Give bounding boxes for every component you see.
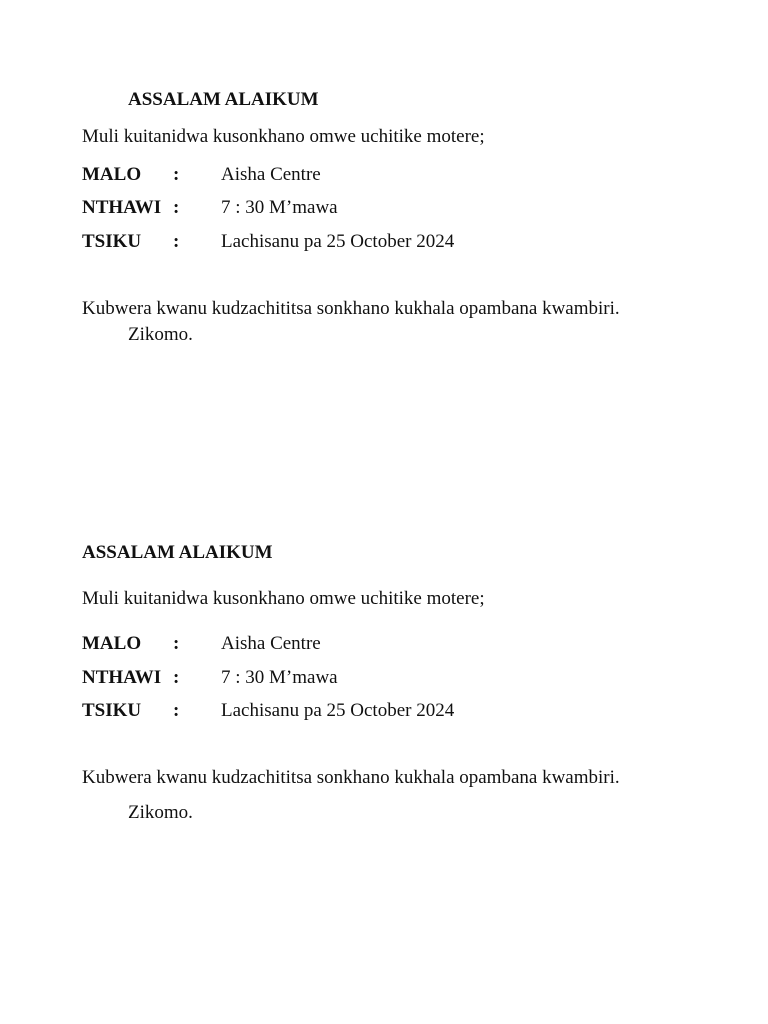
detail-label: TSIKU xyxy=(82,231,142,252)
detail-value: 7 : 30 M’mawa xyxy=(221,667,338,688)
closing-text: Kubwera kwanu kudzachititsa sonkhano kukhala opambana kwambiri. xyxy=(82,298,620,319)
detail-colon: : xyxy=(173,231,180,252)
intro-text: Muli kuitanidwa kusonkhano omwe uchitike motere; xyxy=(82,126,485,147)
detail-colon: : xyxy=(173,700,180,721)
closing-text: Kubwera kwanu kudzachititsa sonkhano kukhala opambana kwambiri. xyxy=(82,767,620,788)
detail-colon: : xyxy=(173,633,180,654)
thanks-text: Zikomo. xyxy=(128,802,193,823)
detail-colon: : xyxy=(173,197,180,218)
thanks-text: Zikomo. xyxy=(128,324,193,345)
detail-value: Lachisanu pa 25 October 2024 xyxy=(221,700,455,721)
detail-label: TSIKU xyxy=(82,700,142,721)
greeting-heading: ASSALAM ALAIKUM xyxy=(128,89,319,110)
detail-value: 7 : 30 M’mawa xyxy=(221,197,338,218)
detail-colon: : xyxy=(173,164,180,185)
intro-text: Muli kuitanidwa kusonkhano omwe uchitike motere; xyxy=(82,588,485,609)
detail-label: NTHAWI xyxy=(82,197,162,218)
detail-value: Aisha Centre xyxy=(221,633,321,654)
detail-label: NTHAWI xyxy=(82,667,162,688)
detail-label: MALO xyxy=(82,633,142,654)
detail-value: Lachisanu pa 25 October 2024 xyxy=(221,231,455,252)
detail-label: MALO xyxy=(82,164,142,185)
detail-colon: : xyxy=(173,667,180,688)
greeting-heading: ASSALAM ALAIKUM xyxy=(82,542,273,563)
detail-value: Aisha Centre xyxy=(221,164,321,185)
